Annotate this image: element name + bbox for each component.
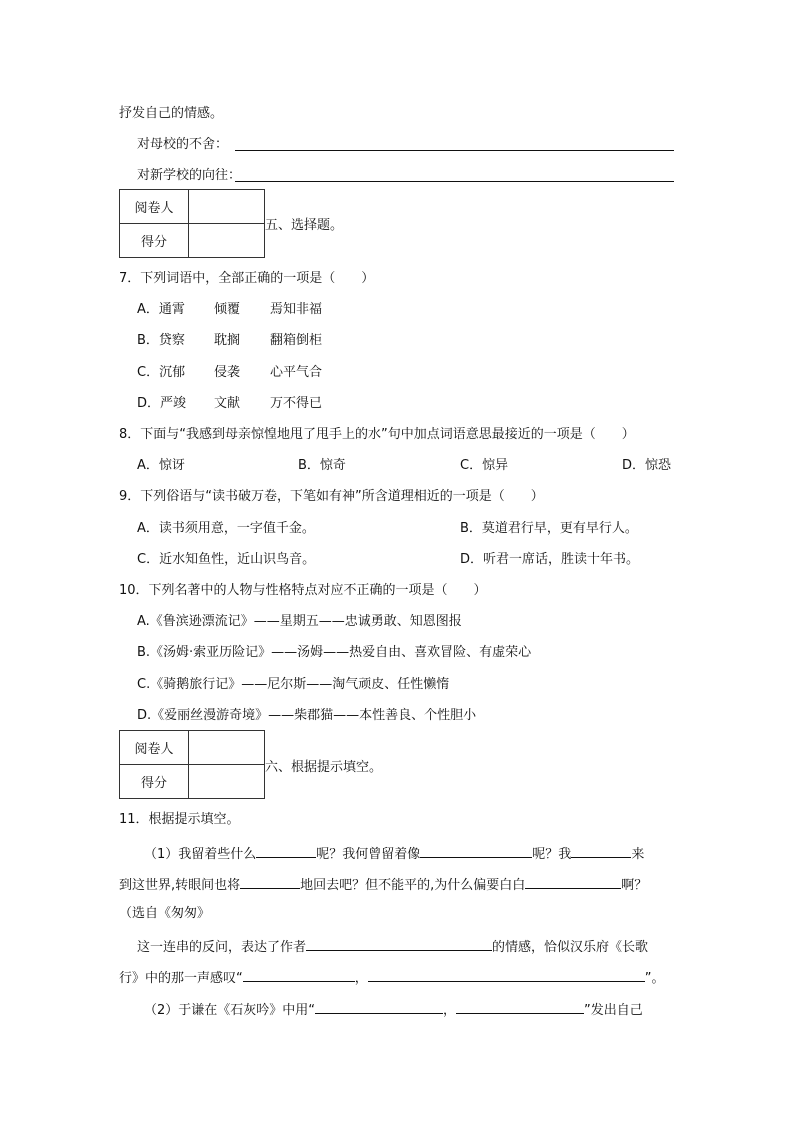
text-segment: 到这世界,转眼间也将 bbox=[119, 878, 241, 893]
score-field[interactable] bbox=[189, 224, 265, 258]
text-segment: 的情感，恰似汉乐府《长歌 bbox=[492, 940, 649, 955]
option-word: D．严竣 bbox=[137, 396, 187, 411]
option-word: 侵袭 bbox=[214, 365, 241, 380]
fill-row-label: 对新学校的向往： bbox=[137, 168, 242, 183]
option-word: 耽搁 bbox=[214, 333, 241, 348]
option-word: C．沉郁 bbox=[137, 365, 186, 380]
question-stem: 9．下列俗语与“读书破万卷，下笔如有神”所含道理相近的一项是（ ） bbox=[119, 489, 544, 504]
option-b[interactable]: B．惊奇 bbox=[298, 458, 346, 473]
answer-blank[interactable] bbox=[315, 999, 443, 1014]
option-word: 心平气合 bbox=[270, 365, 323, 380]
option-a[interactable]: A．读书须用意，一字值千金。 bbox=[137, 521, 315, 536]
text-segment: （1）我留着些什么 bbox=[144, 847, 257, 862]
option-d[interactable]: D．惊恐 bbox=[622, 458, 672, 473]
option-c[interactable]: C．近水知鱼性，近山识鸟音。 bbox=[137, 552, 316, 567]
option-c[interactable]: C.《骑鹅旅行记》——尼尔斯——淘气顽皮、任性懒惰 bbox=[137, 677, 450, 692]
grader-field[interactable] bbox=[189, 731, 265, 765]
score-label: 得分 bbox=[120, 765, 189, 799]
question-stem: 7．下列词语中，全部正确的一项是（ ） bbox=[119, 271, 375, 286]
text-segment: 来 bbox=[631, 847, 645, 862]
text-segment: 行》中的那一声感叹“ bbox=[119, 971, 243, 986]
option-b[interactable]: B.《汤姆·索亚历险记》——汤姆——热爱自由、喜欢冒险、有虚荣心 bbox=[137, 645, 532, 660]
answer-blank[interactable] bbox=[240, 874, 300, 889]
score-field[interactable] bbox=[189, 765, 265, 799]
fill-line-5 bbox=[119, 967, 665, 988]
answer-blank[interactable] bbox=[306, 936, 492, 951]
text-segment: ”。 bbox=[644, 971, 665, 986]
answer-blank[interactable] bbox=[243, 967, 355, 982]
text-segment: （2）于谦在《石灰吟》中用“ bbox=[144, 1003, 316, 1018]
text-segment: ， bbox=[443, 1003, 457, 1018]
option-a[interactable] bbox=[137, 301, 185, 319]
fill-line-4 bbox=[137, 936, 648, 957]
fill-line-1 bbox=[144, 843, 644, 864]
grader-label: 阅卷人 bbox=[120, 731, 189, 765]
answer-blank[interactable] bbox=[368, 967, 645, 982]
question-stem: 8．下面与“我感到母亲惊惶地甩了甩手上的水”句中加点词语意思最接近的一项是（ ） bbox=[119, 427, 635, 442]
grader-box bbox=[119, 189, 265, 258]
option-word: 翻箱倒柜 bbox=[270, 333, 323, 348]
question-stem: 11．根据提示填空。 bbox=[119, 812, 240, 827]
answer-blank[interactable] bbox=[235, 167, 674, 182]
option-word: B．贷察 bbox=[137, 333, 185, 348]
option-b[interactable] bbox=[137, 332, 185, 350]
option-c[interactable]: C．惊异 bbox=[460, 458, 509, 473]
grader-label: 阅卷人 bbox=[120, 190, 189, 224]
answer-blank[interactable] bbox=[571, 843, 631, 858]
source-note: （选自《匆匆》 bbox=[119, 906, 211, 921]
text-segment: ， bbox=[354, 971, 368, 986]
fill-row-label: 对母校的不舍： bbox=[137, 137, 229, 152]
answer-blank[interactable] bbox=[525, 874, 621, 889]
text-segment: 地回去吧？但不能平的,为什么偏要白白 bbox=[300, 878, 526, 893]
continued-text: 抒发自己的情感。 bbox=[119, 106, 224, 121]
text-segment: 啊？ bbox=[621, 878, 648, 893]
option-a[interactable]: A．惊讶 bbox=[137, 458, 185, 473]
option-c[interactable] bbox=[137, 364, 185, 382]
grader-box bbox=[119, 730, 265, 799]
option-word: 万不得已 bbox=[270, 396, 323, 411]
fill-row-school-leaving bbox=[137, 136, 228, 154]
option-word: A．通霄 bbox=[137, 302, 185, 317]
option-b[interactable]: B．莫道君行早，更有早行人。 bbox=[460, 521, 638, 536]
score-label: 得分 bbox=[120, 224, 189, 258]
option-d[interactable]: D.《爱丽丝漫游奇境》——柴郡猫——本性善良、个性胆小 bbox=[137, 708, 477, 723]
text-segment: ”发出自己 bbox=[584, 1003, 643, 1018]
fill-line-2 bbox=[119, 874, 647, 895]
answer-blank[interactable] bbox=[235, 136, 674, 151]
answer-blank[interactable] bbox=[420, 843, 532, 858]
section-title: 六、根据提示填空。 bbox=[265, 760, 383, 775]
text-segment: 这一连串的反问，表达了作者 bbox=[137, 940, 307, 955]
option-word: 倾覆 bbox=[214, 302, 241, 317]
answer-blank[interactable] bbox=[456, 999, 584, 1014]
text-segment: 呢？我何曾留着像 bbox=[316, 847, 421, 862]
section-title: 五、选择题。 bbox=[265, 218, 344, 233]
answer-blank[interactable] bbox=[256, 843, 316, 858]
option-d[interactable]: D．听君一席话，胜读十年书。 bbox=[460, 552, 640, 567]
option-word: 文献 bbox=[214, 396, 241, 411]
option-word: 焉知非福 bbox=[270, 302, 323, 317]
option-a[interactable]: A.《鲁滨逊漂流记》——星期五——忠诚勇敢、知恩图报 bbox=[137, 614, 462, 629]
text-segment: 呢？我 bbox=[532, 847, 572, 862]
question-stem: 10．下列名著中的人物与性格特点对应不正确的一项是（ ） bbox=[119, 583, 487, 598]
fill-row-new-school bbox=[137, 167, 241, 185]
option-d[interactable] bbox=[137, 395, 186, 413]
grader-field[interactable] bbox=[189, 190, 265, 224]
fill-line-6 bbox=[144, 999, 643, 1020]
